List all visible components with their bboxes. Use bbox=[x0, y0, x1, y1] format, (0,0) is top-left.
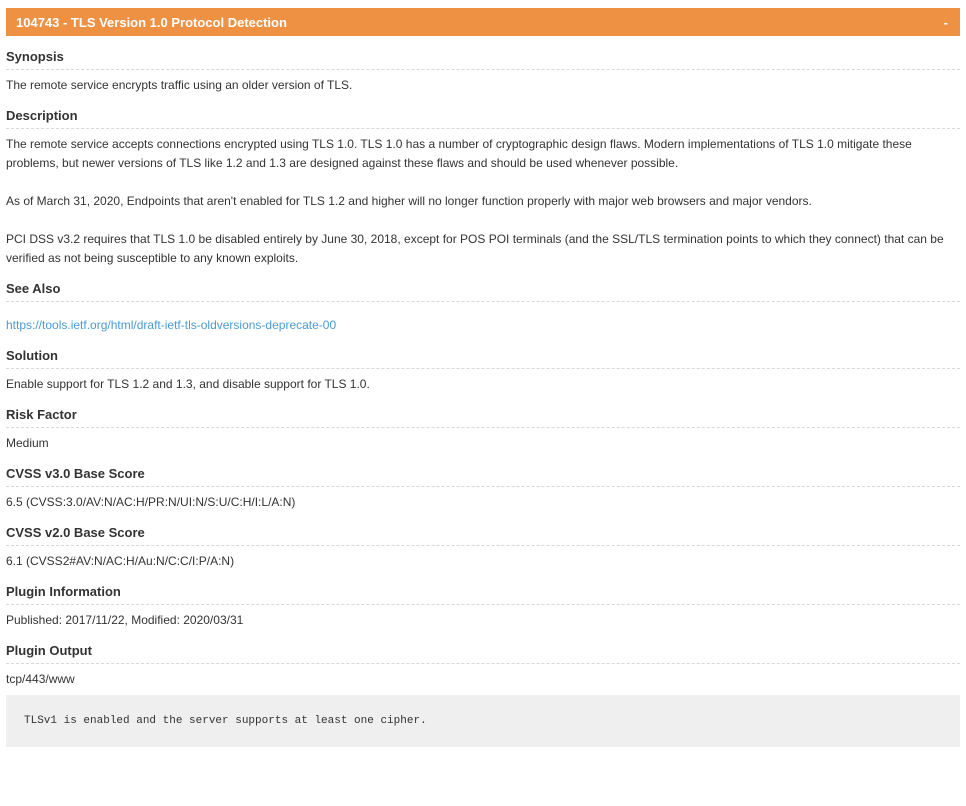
solution-heading: Solution bbox=[6, 335, 960, 369]
description-paragraph: As of March 31, 2020, Endpoints that aren't enabled for TLS 1.2 and higher will no longer function properly with major web browsers and major vendors. bbox=[6, 194, 812, 208]
see-also-section bbox=[6, 268, 960, 335]
cvss2-section bbox=[6, 512, 960, 571]
plugin-info-heading: Plugin Information bbox=[6, 571, 960, 605]
risk-factor-heading: Risk Factor bbox=[6, 394, 960, 428]
solution-text: Enable support for TLS 1.2 and 1.3, and disable support for TLS 1.0. bbox=[6, 377, 370, 391]
plugin-details bbox=[6, 36, 960, 747]
synopsis-text: The remote service encrypts traffic using an older version of TLS. bbox=[6, 78, 353, 92]
risk-factor-section bbox=[6, 394, 960, 453]
cvss3-section bbox=[6, 453, 960, 512]
description-heading: Description bbox=[6, 95, 960, 129]
collapse-toggle-button[interactable]: - bbox=[943, 14, 948, 30]
see-also-heading: See Also bbox=[6, 268, 960, 302]
plugin-title: 104743 - TLS Version 1.0 Protocol Detection bbox=[16, 14, 287, 30]
see-also-link[interactable]: https://tools.ietf.org/html/draft-ietf-tls-oldversions-deprecate-00 bbox=[6, 318, 337, 332]
plugin-info-text: Published: 2017/11/22, Modified: 2020/03/31 bbox=[6, 613, 244, 627]
cvss2-score: 6.1 (CVSS2#AV:N/AC:H/Au:N/C:C/I:P/A:N) bbox=[6, 554, 235, 568]
synopsis-heading: Synopsis bbox=[6, 36, 960, 70]
synopsis-section bbox=[6, 36, 960, 95]
solution-section bbox=[6, 335, 960, 394]
risk-factor-text: Medium bbox=[6, 436, 49, 450]
description-body bbox=[6, 129, 960, 268]
plugin-output-section bbox=[6, 630, 960, 747]
plugin-output-box bbox=[6, 695, 960, 747]
plugin-output-port: tcp/443/www bbox=[6, 672, 75, 686]
plugin-output-heading: Plugin Output bbox=[6, 630, 960, 664]
cvss2-heading: CVSS v2.0 Base Score bbox=[6, 512, 960, 546]
cvss3-heading: CVSS v3.0 Base Score bbox=[6, 453, 960, 487]
plugin-output-text: TLSv1 is enabled and the server supports at least one cipher. bbox=[24, 715, 427, 727]
cvss3-score: 6.5 (CVSS:3.0/AV:N/AC:H/PR:N/UI:N/S:U/C:H/I:L/A:N) bbox=[6, 495, 296, 509]
description-paragraph: The remote service accepts connections encrypted using TLS 1.0. TLS 1.0 has a number of cryptographic design flaws. Modern implementations of TLS 1.0 mitigate these problems, but newer versions of TLS like 1.2 and 1.3 are designed against these flaws and should be used whenever possible. bbox=[6, 137, 912, 170]
plugin-info-section bbox=[6, 571, 960, 630]
see-also-body bbox=[6, 302, 960, 335]
plugin-header[interactable] bbox=[6, 8, 960, 36]
description-section bbox=[6, 95, 960, 268]
description-paragraph: PCI DSS v3.2 requires that TLS 1.0 be disabled entirely by June 30, 2018, except for POS POI terminals (and the SSL/TLS termination points to which they connect) that can be verified as not being susceptible to any known exploits. bbox=[6, 232, 944, 265]
